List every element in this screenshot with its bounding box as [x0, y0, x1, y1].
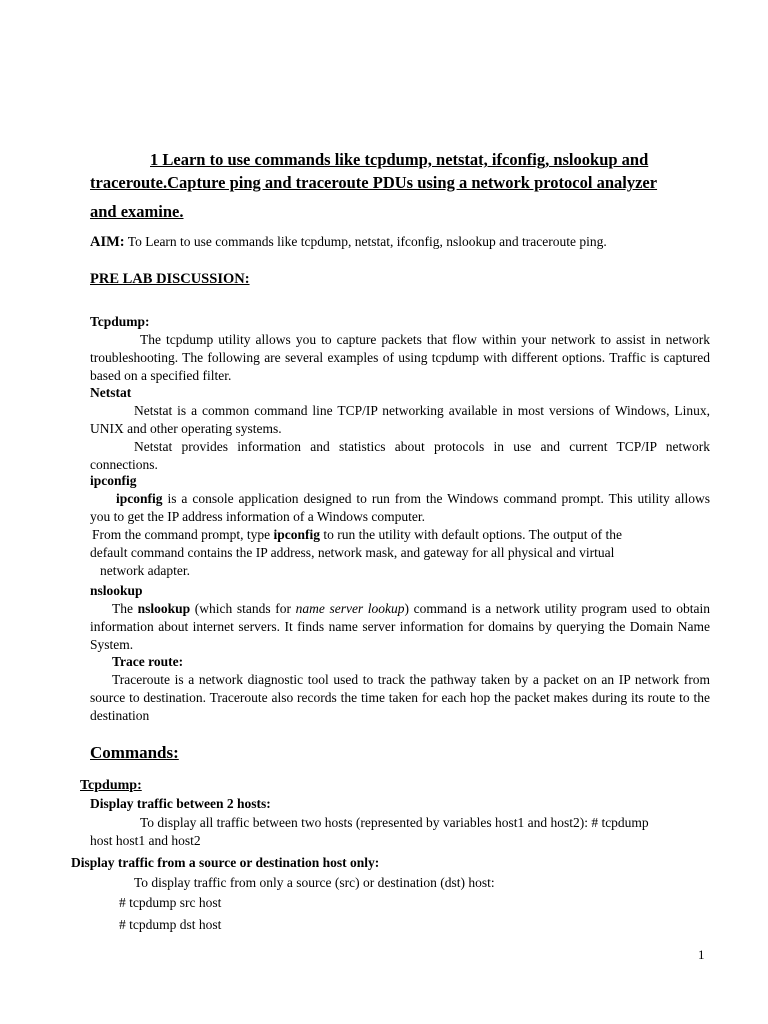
tcpdump-dst-host-command: # tcpdump dst host [119, 917, 222, 932]
traceroute-section [90, 653, 710, 725]
page-number: 1 [698, 947, 705, 962]
nslookup-section [90, 582, 710, 654]
nslookup-mid: (which stands for [190, 601, 296, 616]
netstat-section [90, 384, 710, 474]
ipconfig-description-2-line-1 [90, 526, 710, 544]
aim-text: To Learn to use commands like tcpdump, netstat, ifconfig, nslookup and traceroute ping. [124, 234, 607, 249]
tcpdump-heading: Tcpdump: [90, 314, 150, 329]
ipconfig-section [90, 472, 710, 580]
aim-label: AIM: [90, 234, 125, 250]
aim-statement [90, 233, 730, 251]
ipconfig-para2-lead: From the command prompt, type [92, 527, 274, 542]
title-line-2: traceroute.Capture ping and traceroute PDUs using a network protocol analyzer [90, 173, 658, 192]
ipconfig-description-1-text: is a console application designed to run from the Windows command prompt. This utility allows you to get the IP address information of a Windows computer. [90, 491, 710, 524]
title-line-1: 1 Learn to use commands like tcpdump, netstat, ifconfig, nslookup and [150, 150, 649, 169]
display-between-hosts-heading: Display traffic between 2 hosts: [90, 796, 271, 811]
netstat-description-2: Netstat provides information and statistics about protocols in use and current TCP/IP network connections. [90, 439, 710, 472]
nslookup-pre: The [112, 601, 138, 616]
tcpdump-section [90, 313, 710, 385]
nslookup-italic: name server lookup [295, 601, 405, 616]
title-underline-lead [90, 148, 150, 171]
prelab-heading: PRE LAB DISCUSSION: [90, 271, 250, 287]
ipconfig-description-2-line-2: default command contains the IP address, network mask, and gateway for all physical and virtual [90, 545, 615, 560]
tcpdump-description: The tcpdump utility allows you to capture packets that flow within your network to assist in network troubleshooting. The following are several examples of using tcpdump with different options. Traffic is captured based on a specified filter. [90, 332, 710, 383]
display-between-hosts-line-2: host host1 and host2 [90, 833, 201, 848]
title-line-3: and examine. [90, 202, 184, 221]
display-source-destination-text: To display traffic from only a source (src) or destination (dst) host: [134, 875, 495, 890]
ipconfig-heading: ipconfig [90, 473, 137, 488]
ipconfig-description-2-line-3: network adapter. [100, 563, 190, 578]
traceroute-heading: Trace route: [112, 654, 184, 669]
traceroute-description: Traceroute is a network diagnostic tool used to track the pathway taken by a packet on an IP network from source to destination. Traceroute also records the time taken for each hop the packet makes during its route to the destination [90, 672, 710, 723]
ipconfig-description-1 [90, 490, 710, 526]
netstat-description-1: Netstat is a common command line TCP/IP networking available in most versions of Windows, Linux, UNIX and other operating systems. [90, 403, 710, 436]
netstat-heading: Netstat [90, 385, 132, 400]
ipconfig-para2-bold: ipconfig [273, 527, 320, 542]
tcpdump-commands-heading: Tcpdump: [80, 778, 142, 793]
nslookup-heading: nslookup [90, 583, 143, 598]
display-source-destination-heading: Display traffic from a source or destination host only: [71, 855, 380, 870]
ipconfig-inline-bold: ipconfig [116, 491, 163, 506]
nslookup-rest: ) command is a network utility program used to obtain information about internet servers. It finds name server information for domains by querying the Domain Name System. [90, 601, 710, 652]
tcpdump-src-host-command: # tcpdump src host [119, 895, 222, 910]
ipconfig-para2-tail: to run the utility with default options. The output of the [320, 527, 622, 542]
display-between-hosts-line-1: To display all traffic between two hosts (represented by variables host1 and host2): # tcpdump [140, 815, 649, 830]
document-title [90, 148, 710, 223]
nslookup-bold: nslookup [137, 601, 191, 616]
nslookup-description [90, 600, 710, 654]
commands-heading: Commands: [90, 743, 179, 762]
